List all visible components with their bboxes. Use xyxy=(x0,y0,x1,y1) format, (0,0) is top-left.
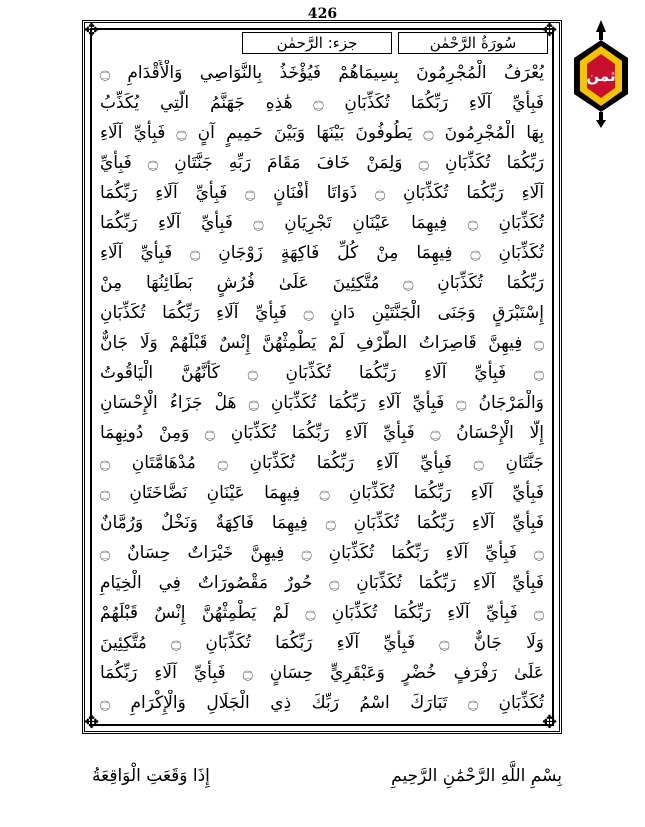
verse-line: آلَاءِ رَبِّكُمَا تُكَذِّبَانِ ۝ ذَوَاتَا أَفْنَانٍ ۝ فَبِأَيِّ آلَاءِ رَبِّكُمَا xyxy=(100,183,544,203)
verse-line: وَلَا جَانٌّ ۝ فَبِأَيِّ آلَاءِ رَبِّكُمَا تُكَذِّبَانِ ۝ مُتَّكِئِينَ xyxy=(100,633,544,653)
quran-text xyxy=(100,60,544,720)
verse-line: ۝ فَبِأَيِّ آلَاءِ رَبِّكُمَا تُكَذِّبَانِ ۝ فِيهِنَّ خَيْرَاتٌ حِسَانٌ ۝ xyxy=(100,543,544,563)
next-surah-preview xyxy=(92,762,562,790)
verse-line: عَلَىٰ رَفْرَفٍ خُضْرٍ وَعَبْقَرِيٍّ حِسَانٍ ۝ فَبِأَيِّ آلَاءِ رَبِّكُمَا xyxy=(100,663,544,683)
verse-line: رَبِّكُمَا تُكَذِّبَانِ ۝ مُتَّكِئِينَ عَلَىٰ فُرُشٍ بَطَائِنُهَا مِنْ xyxy=(100,273,544,293)
page-header xyxy=(92,30,552,58)
verse-line: ۝ فَبِأَيِّ آلَاءِ رَبِّكُمَا تُكَذِّبَانِ ۝ كَأَنَّهُنَّ الْيَاقُوتُ xyxy=(100,363,544,383)
verse-line: تُكَذِّبَانِ ۝ فِيهِمَا مِنْ كُلِّ فَاكِهَةٍ زَوْجَانِ ۝ فَبِأَيِّ آلَاءِ xyxy=(100,243,544,263)
corner-ornament-icon: ✥ xyxy=(542,712,558,733)
surah-name: سُورَةُ الرَّحْمٰن xyxy=(398,32,548,54)
verse-line: جَنَّتَانِ ۝ فَبِأَيِّ آلَاءِ رَبِّكُمَا تُكَذِّبَانِ ۝ مُدْهَامَّتَانِ ۝ xyxy=(100,453,544,473)
verse-line: إِلَّا الْإِحْسَانُ ۝ فَبِأَيِّ آلَاءِ رَبِّكُمَا تُكَذِّبَانِ ۝ وَمِنْ دُونِهِمَا xyxy=(100,423,544,443)
next-verse-preview: إِذَا وَقَعَتِ الْوَاقِعَةُ xyxy=(92,766,210,786)
page-number: 426 xyxy=(307,6,338,22)
verse-line: ۝ فِيهِنَّ قَاصِرَاتُ الطَّرْفِ لَمْ يَطْمِثْهُنَّ إِنْسٌ قَبْلَهُمْ وَلَا جَانٌّ xyxy=(100,333,544,353)
verse-line: فَبِأَيِّ آلَاءِ رَبِّكُمَا تُكَذِّبَانِ ۝ فِيهِمَا فَاكِهَةٌ وَنَخْلٌ وَرُمَّانٌ xyxy=(100,513,544,533)
verse-line: بِهَا الْمُجْرِمُونَ ۝ يَطُوفُونَ بَيْنَهَا وَبَيْنَ حَمِيمٍ آنٍ ۝ فَبِأَيِّ آلَاءِ xyxy=(100,123,544,143)
thumn-label: ثمن xyxy=(586,67,616,85)
corner-ornament-icon: ✥ xyxy=(84,712,100,733)
verse-line: إِسْتَبْرَقٍ وَجَنَى الْجَنَّتَيْنِ دَانٍ ۝ فَبِأَيِّ آلَاءِ رَبِّكُمَا تُكَذِّبَانِ xyxy=(100,303,544,323)
thumn-marker-badge xyxy=(570,18,632,130)
juz-label: جزء: الرَّحمٰن xyxy=(242,32,392,54)
corner-ornament-icon: ✥ xyxy=(84,20,100,41)
verse-line: فَبِأَيِّ آلَاءِ رَبِّكُمَا تُكَذِّبَانِ ۝ حُورٌ مَقْصُورَاتٌ فِي الْخِيَامِ xyxy=(100,573,544,593)
verse-line: تُكَذِّبَانِ ۝ تَبَارَكَ اسْمُ رَبِّكَ ذِي الْجَلَالِ وَالْإِكْرَامِ ۝ xyxy=(100,693,544,713)
verse-line: وَالْمَرْجَانُ ۝ فَبِأَيِّ آلَاءِ رَبِّكُمَا تُكَذِّبَانِ ۝ هَلْ جَزَاءُ الْإِحْسَانِ xyxy=(100,393,544,413)
verse-line: تُكَذِّبَانِ ۝ فِيهِمَا عَيْنَانِ تَجْرِيَانِ ۝ فَبِأَيِّ آلَاءِ رَبِّكُمَا xyxy=(100,213,544,233)
corner-ornament-icon: ✥ xyxy=(542,20,558,41)
verse-line: يُعْرَفُ الْمُجْرِمُونَ بِسِيمَاهُمْ فَيُؤْخَذُ بِالنَّوَاصِي وَالْأَقْدَامِ ۝ xyxy=(100,63,544,83)
basmala: بِسْمِ اللَّهِ الرَّحْمَٰنِ الرَّحِيمِ xyxy=(391,766,562,786)
verse-line: فَبِأَيِّ آلَاءِ رَبِّكُمَا تُكَذِّبَانِ ۝ هَٰذِهِ جَهَنَّمُ الَّتِي يُكَذِّبُ xyxy=(100,93,544,113)
verse-line: ۝ فَبِأَيِّ آلَاءِ رَبِّكُمَا تُكَذِّبَانِ ۝ لَمْ يَطْمِثْهُنَّ إِنْسٌ قَبْلَهُمْ xyxy=(100,603,544,623)
verse-line: فَبِأَيِّ آلَاءِ رَبِّكُمَا تُكَذِّبَانِ ۝ فِيهِمَا عَيْنَانِ نَضَّاخَتَانِ ۝ xyxy=(100,483,544,503)
verse-line: رَبِّكُمَا تُكَذِّبَانِ ۝ وَلِمَنْ خَافَ مَقَامَ رَبِّهِ جَنَّتَانِ ۝ فَبِأَيِّ xyxy=(100,153,544,173)
